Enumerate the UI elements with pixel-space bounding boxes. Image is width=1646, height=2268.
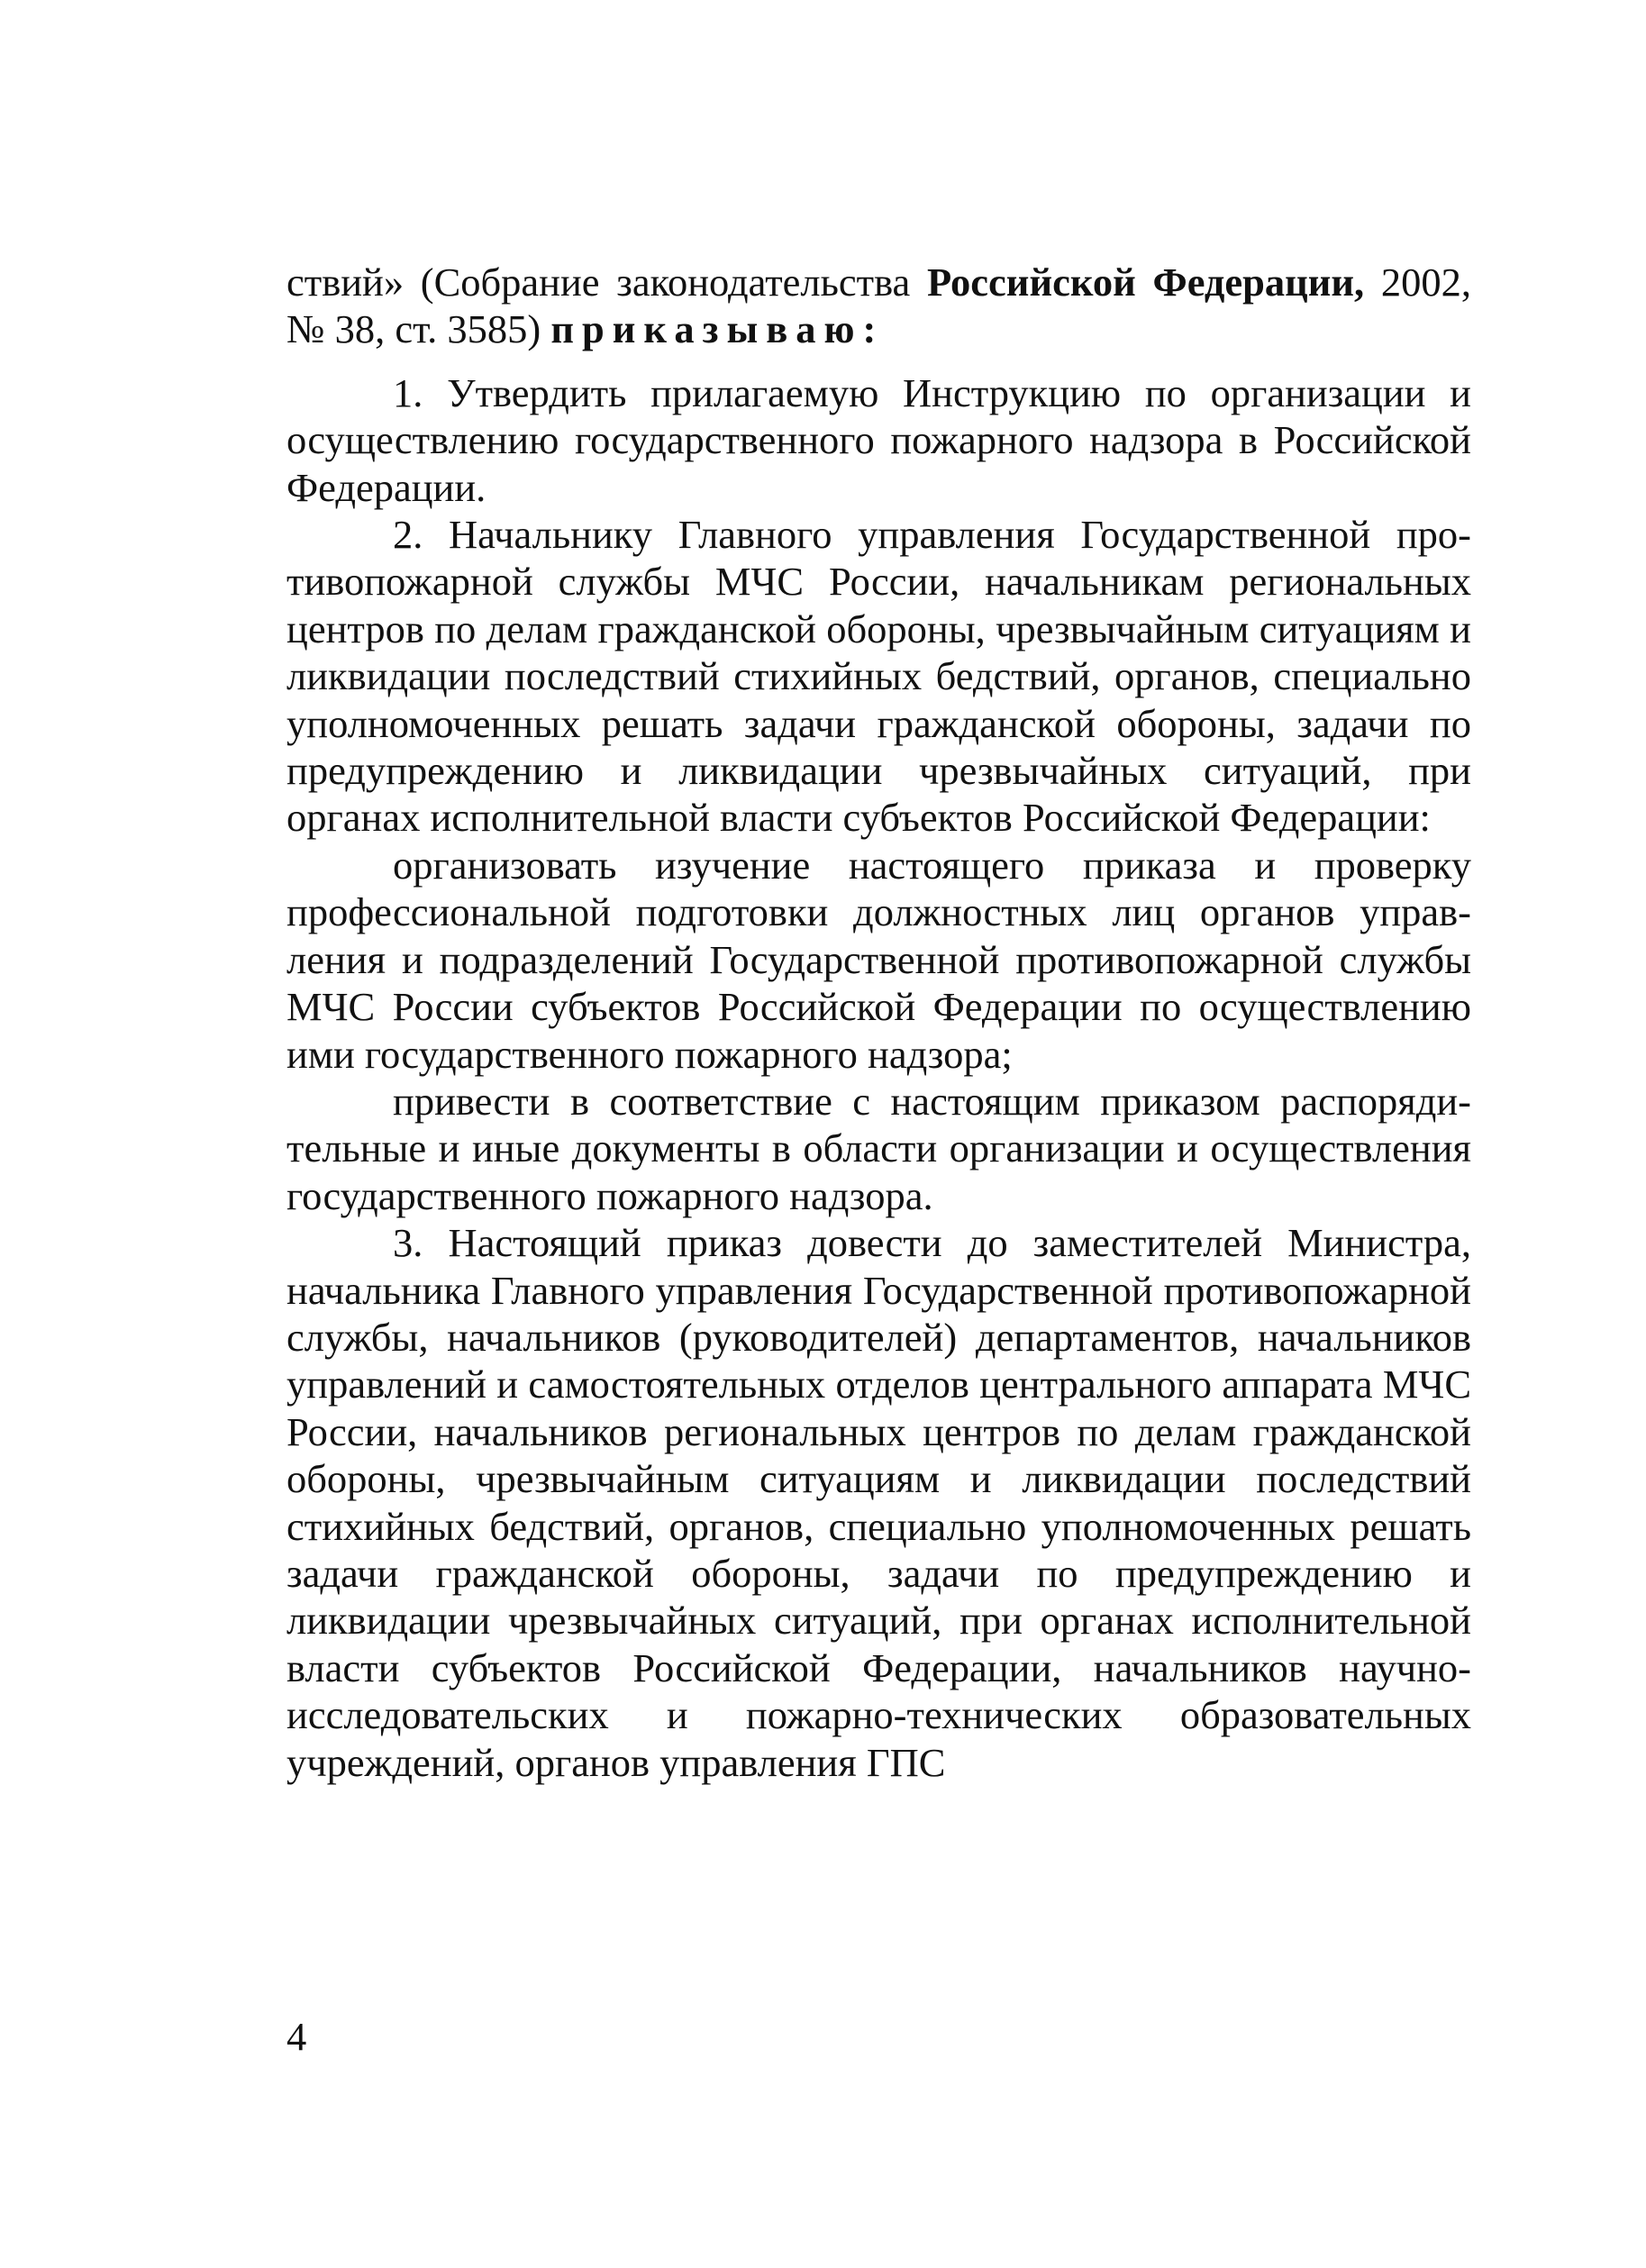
intro-text-1: ствий» (Собрание законодательства (286, 260, 927, 305)
paragraph-2-item-2: привести в соответствие с настоящим приказом распорядительные и иные документы в области организации и осуществления государственного пожарного надзора. (286, 1078, 1471, 1218)
paragraph-2: 2. Начальнику Главного управления Государственной противопожарной службы МЧС России, начальникам региональных центров по делам гражданской обороны, чрезвычайным ситуациям и ликвидации последствий стихийных бедствий, органов, специально уполномоченных решать задачи гражданской обороны, задачи по предупреждению и ликвидации чрезвычайных ситуаций, при органах исполнительной власти субъектов Российской Федерации: (286, 512, 1471, 841)
paragraph-3: 3. Настоящий приказ довести до заместителей Министра, начальника Главного управления Государственной противопожарной службы, начальников (руководителей) департаментов, начальников управлений и самостоятельных отделов центрального аппарата МЧС России, начальников региональных центров по делам гражданской обороны, чрезвычайным ситуациям и ликвидации последствий стихийных бедствий, органов, специально уполномоченных решать задачи гражданской обороны, задачи по предупреждению и ликвидации чрезвычайных ситуаций, при органах исполнительной власти субъектов Российской Федерации, начальников научно-исследовательских и пожарно-технических образовательных учреждений, органов управления ГПС (286, 1220, 1471, 1785)
paragraph-1: 1. Утвердить прилагаемую Инструкцию по организации и осуществлению государственного пожарного надзора в Российской Федерации. (286, 369, 1471, 510)
document-body (286, 259, 1471, 1786)
intro-paragraph (286, 259, 1471, 353)
intro-text-2: 2002, № 38, ст. 3585) (286, 260, 1471, 352)
order-word: приказываю: (550, 306, 885, 352)
paragraph-2-item-1: организовать изучение настоящего приказа и проверку профессиональной подготовки должностных лиц органов управления и подразделений Государственной противопожарной службы МЧС России субъектов Российской Федерации по осуществлению ими государственного пожарного надзора; (286, 842, 1471, 1077)
page-number: 4 (286, 2014, 307, 2059)
intro-bold-text: Российской Федерации, (926, 260, 1365, 305)
